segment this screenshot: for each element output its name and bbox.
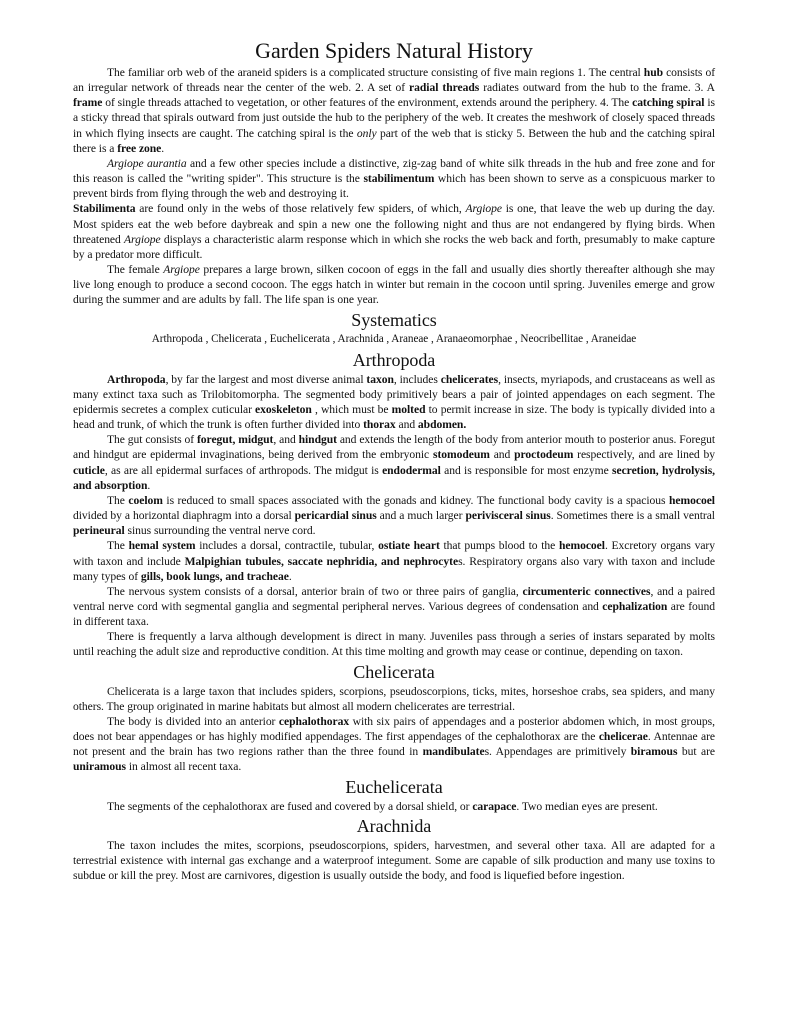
intro-paragraph-4: The female Argiope prepares a large brown, silken cocoon of eggs in the fall and usually dies shortly thereafter although she may live long enough to produce a second cocoon. The eggs hatch in winter but remain in the cocoon until spring. Juveniles emerge and grow during the summer and are adults by fall. The life span is one year. xyxy=(73,263,716,307)
heading-euchelicerata: Euchelicerata xyxy=(345,776,443,797)
intro-paragraph-1: The familiar orb web of the araneid spiders is a complicated structure consisting of five main regions 1. The central hub consists of an irregular network of threads near the center of the web. 2. A set of radial threads radiates outward from the hub to the frame. 3. A frame of single threads attached to vegetation, or other features of the environment, extends around the periphery. 4. The catching spiral is a sticky thread that spirals outward from just outside the hub to the periphery of the web. It creates the meshwork of closely spaced threads in which flying insects are caught. The catching spiral is the only part of the web that is sticky 5. Between the hub and the catching spiral there is a free zone. xyxy=(73,66,716,155)
arthropoda-paragraph-3: The coelom is reduced to small spaces associated with the gonads and kidney. The functional body cavity is a spacious hemocoel divided by a horizontal diaphragm into a dorsal pericardial sinus and a much larger perivisceral sinus. Sometimes there is a small ventral perineural sinus surrounding the ventral nerve cord. xyxy=(73,493,715,538)
document xyxy=(73,38,715,883)
page-title: Garden Spiders Natural History xyxy=(255,38,533,63)
heading-arachnida: Arachnida xyxy=(356,815,432,836)
arthropoda-paragraph-5: The nervous system consists of a dorsal, anterior brain of two or three pairs of ganglia, circumenteric connectives, and a paired ventral nerve cord with segmental ganglia and segmental peripheral nerves. Various degrees of condensation and cephalization are found in different taxa. xyxy=(73,584,716,629)
arthropoda-paragraph-1: Arthropoda, by far the largest and most diverse animal taxon, includes chelicerates, insects, myriapods, and crustaceans as well as many extinct taxa such as Trilobitomorpha. The segmented body primitively bears a pair of jointed appendages on each segment. The epidermis secretes a complex cuticular exoskeleton , which must be molted to permit increase in size. The body is typically divided into a head and trunk, of which the trunk is often further divided into thorax and abdomen. xyxy=(73,372,715,432)
arthropoda-paragraph-2: The gut consists of foregut, midgut, and hindgut and extends the length of the body from anterior mouth to posterior anus. Foregut and hindgut are epidermal invaginations, being derived from the embryonic stomodeum and proctodeum respectively, and are lined by cuticle, as are all epidermal surfaces of arthropods. The midgut is endodermal and is responsible for most enzyme secretion, hydrolysis, and absorption. xyxy=(73,433,716,492)
intro-paragraph-2: Argiope aurantia and a few other species include a distinctive, zig-zag band of white silk threads in the hub and free zone and for this reason is called the "writing spider". This structure is the stabilimentum which has been shown to serve as a conspicuous marker to prevent birds from flying through the web and destroying it. xyxy=(73,156,715,201)
arachnida-paragraph-1: The taxon includes the mites, scorpions, pseudoscorpions, spiders, harvestmen, and several other taxa. All are adapted for a terrestrial existence with internal gas exchange and a waterproof integument. Some are capable of silk production and many use toxins to subdue or kill the prey. Most are carnivores, digestion is usually outside the body, and food is liquefied before ingestion. xyxy=(73,838,715,883)
arthropoda-paragraph-6: There is frequently a larva although development is direct in many. Juveniles pass through a series of instars separated by molts until reaching the adult size and reproductive condition. At this time molting and growth may cease or continue, depending on taxon. xyxy=(73,630,715,659)
arthropoda-paragraph-4: The hemal system includes a dorsal, contractile, tubular, ostiate heart that pumps blood to the hemocoel. Excretory organs vary with taxon and include Malpighian tubules, saccate nephridia, and nephrocytes. Respiratory organs also vary with taxon and include many types of gills, book lungs, and tracheae. xyxy=(73,539,716,583)
heading-systematics: Systematics xyxy=(351,309,437,330)
intro-paragraph-3: Stabilimenta are found only in the webs of those relatively few spiders, of which, Argiope is one, that leave the web up during the day. Most spiders eat the web before daybreak and spin a new one the following night and thus are not endangered by flying birds. When threatened Argiope displays a characteristic alarm response which in which she rocks the web back and forth, presumably to make capture by a predator more difficult. xyxy=(73,202,715,261)
euchelicerata-paragraph-1: The segments of the cephalothorax are fused and covered by a dorsal shield, or carapace. Two median eyes are present. xyxy=(107,799,658,813)
chelicerata-paragraph-1: Chelicerata is a large taxon that includes spiders, scorpions, pseudoscorpions, ticks, mites, horseshoe crabs, sea spiders, and many others. The group originated in marine habitats but almost all modern chelicerates are terrestrial. xyxy=(73,684,715,713)
heading-chelicerata: Chelicerata xyxy=(353,661,435,682)
heading-arthropoda: Arthropoda xyxy=(352,349,436,370)
chelicerata-paragraph-2: The body is divided into an anterior cephalothorax with six pairs of appendages and a posterior abdomen which, in most groups, does not bear appendages or has highly modified appendages. The first appendages of the cephalothorax are the chelicerae. Antennae are not present and the brain has two regions rather than the three found in mandibulates. Appendages are primitively biramous but are uniramous in almost all recent taxa. xyxy=(73,714,715,774)
systematics-line: Arthropoda , Chelicerata , Euchelicerata , Arachnida , Araneae , Aranaeomorphae , Neocribellitae , Araneidae xyxy=(151,332,637,345)
